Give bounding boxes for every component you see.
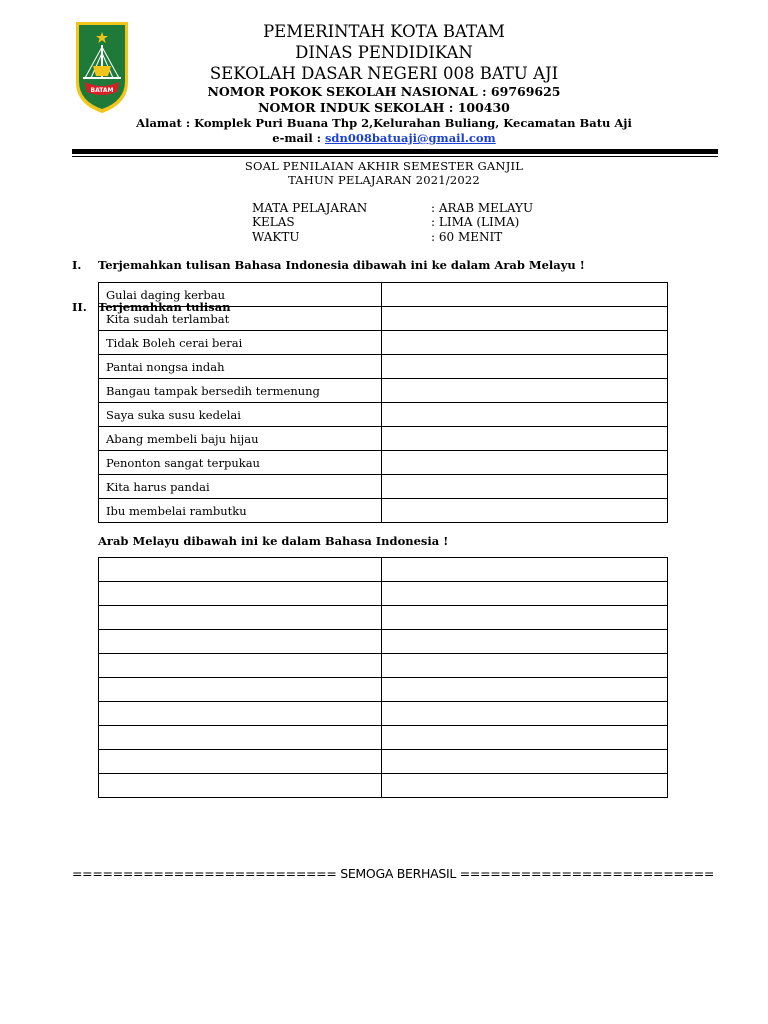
info-label: MATA PELAJARAN [252,201,368,215]
footer-closing: ========================== SEMOGA BERHASIL ========================= [72,866,715,881]
table-row [99,499,668,523]
question-cell [99,750,382,774]
section-1-number: I. [72,258,82,272]
question-cell [99,774,382,798]
info-row-subject [0,201,768,215]
info-row-time [0,230,768,244]
answer-cell[interactable] [382,606,668,630]
question-cell: Kita harus pandai [99,475,382,499]
info-row-class [0,215,768,229]
section-1-instruction: Terjemahkan tulisan Bahasa Indonesia dibawah ini ke dalam Arab Melayu ! [98,258,585,272]
header-department: DINAS PENDIDIKAN [295,43,473,62]
question-cell: Tidak Boleh cerai berai [99,331,382,355]
table-row [99,678,668,702]
question-cell: Pantai nongsa indah [99,355,382,379]
table-row [99,331,668,355]
table-row [99,606,668,630]
answer-cell[interactable] [382,774,668,798]
question-cell [99,582,382,606]
answer-cell[interactable] [382,451,668,475]
info-value: : 60 MENIT [431,230,503,244]
table-row [99,355,668,379]
question-cell [99,654,382,678]
answer-cell[interactable] [382,654,668,678]
question-cell [99,702,382,726]
question-cell [99,726,382,750]
answer-cell[interactable] [382,475,668,499]
question-cell: Gulai daging kerbau [99,283,382,307]
answer-cell[interactable] [382,379,668,403]
question-cell: Ibu membelai rambutku [99,499,382,523]
table-row [99,702,668,726]
header-government: PEMERINTAH KOTA BATAM [263,22,505,41]
translation-table-1 [98,282,668,523]
table-row [99,427,668,451]
table-row [99,582,668,606]
question-cell: Abang membeli baju hijau [99,427,382,451]
info-label: KELAS [252,215,295,229]
table-row [99,726,668,750]
header-divider-thin [72,156,718,157]
section-2-instruction-end: Arab Melayu dibawah ini ke dalam Bahasa Indonesia ! [98,534,449,548]
header-address: Alamat : Komplek Puri Buana Thp 2,Kelurahan Buliang, Kecamatan Batu Aji [136,116,632,130]
answer-cell[interactable] [382,307,668,331]
question-cell: Penonton sangat terpukau [99,451,382,475]
exam-year: TAHUN PELAJARAN 2021/2022 [288,173,480,187]
email-label: e-mail : [272,131,325,145]
question-cell [99,630,382,654]
header-divider-thick [72,149,718,154]
table-row [99,630,668,654]
info-value: : LIMA (LIMA) [431,215,520,229]
table-row [99,403,668,427]
table-row [99,774,668,798]
table-row [99,451,668,475]
answer-cell[interactable] [382,630,668,654]
answer-cell[interactable] [382,582,668,606]
header-school-name: SEKOLAH DASAR NEGERI 008 BATU AJI [209,64,559,83]
answer-cell[interactable] [382,403,668,427]
section-2-number: II. [72,300,87,314]
table-row [99,654,668,678]
answer-cell[interactable] [382,750,668,774]
answer-cell[interactable] [382,558,668,582]
answer-cell[interactable] [382,283,668,307]
header-nis: NOMOR INDUK SEKOLAH : 100430 [258,100,510,115]
answer-cell[interactable] [382,427,668,451]
info-value: : ARAB MELAYU [431,201,534,215]
answer-cell[interactable] [382,726,668,750]
table-row [99,379,668,403]
section-2-instruction-start: Terjemahkan tulisan [98,300,231,314]
email-link[interactable]: sdn008batuaji@gmail.com [324,131,496,145]
answer-cell[interactable] [382,702,668,726]
question-cell: Bangau tampak bersedih termenung [99,379,382,403]
header-npsn: NOMOR POKOK SEKOLAH NASIONAL : 69769625 [207,84,561,99]
info-label: WAKTU [252,230,300,244]
answer-cell[interactable] [382,678,668,702]
table-row [99,558,668,582]
question-cell: Kita sudah terlambat [99,307,382,331]
answer-cell[interactable] [382,331,668,355]
table-row [99,475,668,499]
header-email-line [0,133,768,145]
question-cell [99,606,382,630]
table-row [99,750,668,774]
question-cell: Saya suka susu kedelai [99,403,382,427]
question-cell [99,558,382,582]
logo-text: BATAM [90,87,114,94]
question-cell [99,678,382,702]
answer-cell[interactable] [382,355,668,379]
answer-cell[interactable] [382,499,668,523]
exam-title: SOAL PENILAIAN AKHIR SEMESTER GANJIL [244,159,524,173]
translation-table-2 [98,557,668,798]
